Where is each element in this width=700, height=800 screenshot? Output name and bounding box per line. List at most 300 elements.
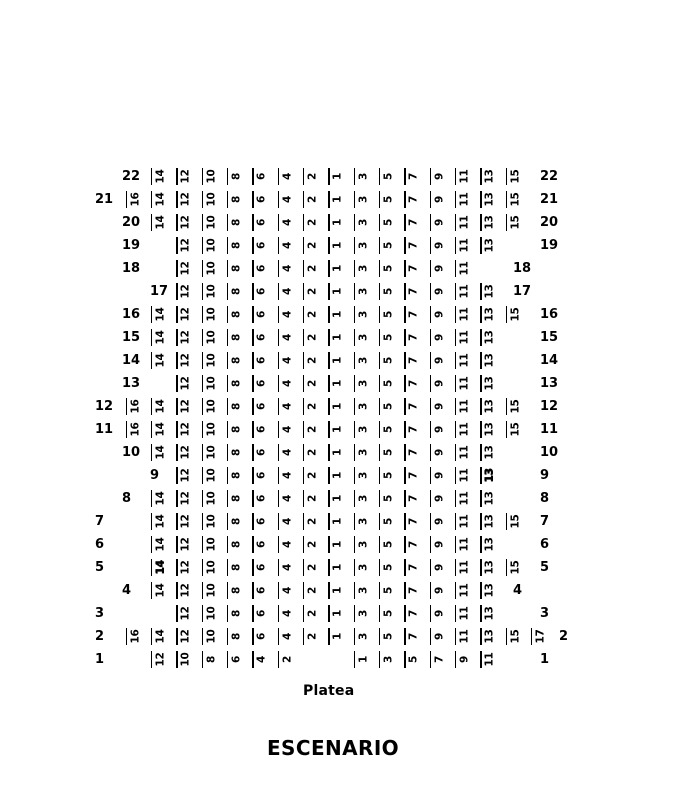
seat-r14-n11[interactable]	[455, 350, 480, 371]
seat-r22-n15[interactable]	[506, 166, 531, 187]
seat-r16-n7[interactable]	[404, 304, 429, 325]
seat-r11-n9[interactable]	[430, 419, 455, 440]
seat-r3-n3[interactable]	[354, 603, 379, 624]
seat-r19-n5[interactable]	[379, 235, 404, 256]
seat-r13-n12[interactable]	[176, 373, 201, 394]
seat-r2-n6[interactable]	[252, 626, 277, 647]
seat-r9-n13[interactable]	[480, 465, 505, 486]
seat-r16-n1[interactable]	[328, 304, 353, 325]
seat-r21-n1[interactable]	[328, 189, 353, 210]
seat-r14-n1[interactable]	[328, 350, 353, 371]
seat-r12-n15[interactable]	[506, 396, 531, 417]
seat-r22-n8[interactable]	[227, 166, 252, 187]
seat-r15-n10[interactable]	[202, 327, 227, 348]
seat-r15-n5[interactable]	[379, 327, 404, 348]
seat-r4-n7[interactable]	[404, 580, 429, 601]
seat-r12-n1[interactable]	[328, 396, 353, 417]
seat-r5-n1[interactable]	[328, 557, 353, 578]
seat-r13-n9[interactable]	[430, 373, 455, 394]
seat-r11-n4[interactable]	[278, 419, 303, 440]
seat-r10-n7[interactable]	[404, 442, 429, 463]
seat-r11-n6[interactable]	[252, 419, 277, 440]
seat-r22-n11[interactable]	[455, 166, 480, 187]
seat-r4-n13[interactable]	[480, 580, 505, 601]
seat-r17-n11[interactable]	[455, 281, 480, 302]
seat-r14-n10[interactable]	[202, 350, 227, 371]
seat-r14-n2[interactable]	[303, 350, 328, 371]
seat-r9-n7[interactable]	[404, 465, 429, 486]
seat-r5-n3[interactable]	[354, 557, 379, 578]
seat-r7-n11[interactable]	[455, 511, 480, 532]
seat-r3-n5[interactable]	[379, 603, 404, 624]
seat-r20-n14[interactable]	[151, 212, 176, 233]
seat-r15-n6[interactable]	[252, 327, 277, 348]
seat-r22-n6[interactable]	[252, 166, 277, 187]
seat-r20-n10[interactable]	[202, 212, 227, 233]
seat-r5-n8[interactable]	[227, 557, 252, 578]
seat-r14-n8[interactable]	[227, 350, 252, 371]
seat-r6-n9[interactable]	[430, 534, 455, 555]
seat-r6-n5[interactable]	[379, 534, 404, 555]
seat-r15-n2[interactable]	[303, 327, 328, 348]
seat-r12-n12[interactable]	[176, 396, 201, 417]
seat-r18-n2[interactable]	[303, 258, 328, 279]
seat-r20-n1[interactable]	[328, 212, 353, 233]
seat-r20-n7[interactable]	[404, 212, 429, 233]
seat-r15-n12[interactable]	[176, 327, 201, 348]
seat-r3-n11[interactable]	[455, 603, 480, 624]
seat-r21-n11[interactable]	[455, 189, 480, 210]
seat-r15-n1[interactable]	[328, 327, 353, 348]
seat-r10-n13[interactable]	[480, 442, 505, 463]
seat-r5-n7[interactable]	[404, 557, 429, 578]
seat-r20-n5[interactable]	[379, 212, 404, 233]
seat-r20-n6[interactable]	[252, 212, 277, 233]
seat-r14-n3[interactable]	[354, 350, 379, 371]
seat-r1-n11[interactable]	[480, 649, 505, 670]
seat-r10-n14[interactable]	[151, 442, 176, 463]
seat-r2-n3[interactable]	[354, 626, 379, 647]
seat-r17-n6[interactable]	[252, 281, 277, 302]
seat-r9-n12[interactable]	[176, 465, 201, 486]
seat-r2-n5[interactable]	[379, 626, 404, 647]
seat-r21-n13[interactable]	[480, 189, 505, 210]
seat-r19-n4[interactable]	[278, 235, 303, 256]
seat-r8-n14[interactable]	[151, 488, 176, 509]
seat-r16-n12[interactable]	[176, 304, 201, 325]
seat-r17-n8[interactable]	[227, 281, 252, 302]
seat-r5-n4[interactable]	[278, 557, 303, 578]
seat-r15-n11[interactable]	[455, 327, 480, 348]
seat-r2-n7[interactable]	[404, 626, 429, 647]
seat-r5-n13[interactable]	[480, 557, 505, 578]
seat-r4-n1[interactable]	[328, 580, 353, 601]
seat-r21-n3[interactable]	[354, 189, 379, 210]
seat-r2-n10[interactable]	[202, 626, 227, 647]
seat-r16-n8[interactable]	[227, 304, 252, 325]
seat-r11-n12[interactable]	[176, 419, 201, 440]
seat-r3-n2[interactable]	[303, 603, 328, 624]
seat-r11-n16[interactable]	[126, 419, 151, 440]
seat-r10-n1[interactable]	[328, 442, 353, 463]
seat-r22-n4[interactable]	[278, 166, 303, 187]
seat-r19-n8[interactable]	[227, 235, 252, 256]
seat-r1-n10[interactable]	[176, 649, 201, 670]
seat-r19-n1[interactable]	[328, 235, 353, 256]
seat-r16-n6[interactable]	[252, 304, 277, 325]
seat-r15-n4[interactable]	[278, 327, 303, 348]
seat-r9-n4[interactable]	[278, 465, 303, 486]
seat-r20-n12[interactable]	[176, 212, 201, 233]
seat-r5-n15[interactable]	[506, 557, 531, 578]
seat-r7-n5[interactable]	[379, 511, 404, 532]
seat-r6-n2[interactable]	[303, 534, 328, 555]
seat-r2-n4[interactable]	[278, 626, 303, 647]
seat-r14-n4[interactable]	[278, 350, 303, 371]
seat-r22-n12[interactable]	[176, 166, 201, 187]
seat-r12-n2[interactable]	[303, 396, 328, 417]
seat-r14-n5[interactable]	[379, 350, 404, 371]
seat-r17-n4[interactable]	[278, 281, 303, 302]
seat-r7-n14[interactable]	[151, 511, 176, 532]
seat-r9-n1[interactable]	[328, 465, 353, 486]
seat-r2-n1[interactable]	[328, 626, 353, 647]
seat-r1-n9[interactable]	[455, 649, 480, 670]
seat-r20-n2[interactable]	[303, 212, 328, 233]
seat-r9-n10[interactable]	[202, 465, 227, 486]
seat-r14-n12[interactable]	[176, 350, 201, 371]
seat-r1-n12[interactable]	[151, 649, 176, 670]
seat-r17-n13[interactable]	[480, 281, 505, 302]
seat-r2-n13[interactable]	[480, 626, 505, 647]
seat-r20-n11[interactable]	[455, 212, 480, 233]
seat-r7-n12[interactable]	[176, 511, 201, 532]
seat-r16-n2[interactable]	[303, 304, 328, 325]
seat-r17-n9[interactable]	[430, 281, 455, 302]
seat-r2-n12[interactable]	[176, 626, 201, 647]
seat-r16-n15[interactable]	[506, 304, 531, 325]
seat-r2-n16[interactable]	[126, 626, 151, 647]
seat-r6-n3[interactable]	[354, 534, 379, 555]
seat-r19-n2[interactable]	[303, 235, 328, 256]
seat-r18-n3[interactable]	[354, 258, 379, 279]
seat-r5-n12[interactable]	[176, 557, 201, 578]
seat-r15-n9[interactable]	[430, 327, 455, 348]
seat-r17-n7[interactable]	[404, 281, 429, 302]
seat-r10-n11[interactable]	[455, 442, 480, 463]
seat-r11-n5[interactable]	[379, 419, 404, 440]
seat-r18-n5[interactable]	[379, 258, 404, 279]
seat-r8-n12[interactable]	[176, 488, 201, 509]
seat-r2-n9[interactable]	[430, 626, 455, 647]
seat-r12-n3[interactable]	[354, 396, 379, 417]
seat-r5-n10[interactable]	[202, 557, 227, 578]
seat-r9-n8[interactable]	[227, 465, 252, 486]
seat-r10-n5[interactable]	[379, 442, 404, 463]
seat-r12-n11[interactable]	[455, 396, 480, 417]
seat-r13-n1[interactable]	[328, 373, 353, 394]
seat-r4-n2[interactable]	[303, 580, 328, 601]
seat-r4-n3[interactable]	[354, 580, 379, 601]
seat-r10-n6[interactable]	[252, 442, 277, 463]
seat-r20-n13[interactable]	[480, 212, 505, 233]
seat-r1-n4[interactable]	[252, 649, 277, 670]
seat-r1-n6[interactable]	[227, 649, 252, 670]
seat-r21-n12[interactable]	[176, 189, 201, 210]
seat-r13-n2[interactable]	[303, 373, 328, 394]
seat-r5-n14[interactable]	[151, 557, 176, 578]
seat-r21-n5[interactable]	[379, 189, 404, 210]
seat-r7-n8[interactable]	[227, 511, 252, 532]
seat-r9-n11[interactable]	[455, 465, 480, 486]
seat-r16-n4[interactable]	[278, 304, 303, 325]
seat-r22-n9[interactable]	[430, 166, 455, 187]
seat-r8-n5[interactable]	[379, 488, 404, 509]
seat-r4-n4[interactable]	[278, 580, 303, 601]
seat-r11-n11[interactable]	[455, 419, 480, 440]
seat-r18-n7[interactable]	[404, 258, 429, 279]
seat-r5-n11[interactable]	[455, 557, 480, 578]
seat-r11-n3[interactable]	[354, 419, 379, 440]
seat-r12-n5[interactable]	[379, 396, 404, 417]
seat-r13-n8[interactable]	[227, 373, 252, 394]
seat-r8-n7[interactable]	[404, 488, 429, 509]
seat-r7-n10[interactable]	[202, 511, 227, 532]
seat-r21-n2[interactable]	[303, 189, 328, 210]
seat-r19-n10[interactable]	[202, 235, 227, 256]
seat-r8-n8[interactable]	[227, 488, 252, 509]
seat-r16-n3[interactable]	[354, 304, 379, 325]
seat-r11-n2[interactable]	[303, 419, 328, 440]
seat-r17-n12[interactable]	[176, 281, 201, 302]
seat-r11-n1[interactable]	[328, 419, 353, 440]
seat-r10-n9[interactable]	[430, 442, 455, 463]
seat-r13-n7[interactable]	[404, 373, 429, 394]
seat-r3-n9[interactable]	[430, 603, 455, 624]
seat-r14-n14[interactable]	[151, 350, 176, 371]
seat-r19-n11[interactable]	[455, 235, 480, 256]
seat-r13-n13[interactable]	[480, 373, 505, 394]
seat-r20-n3[interactable]	[354, 212, 379, 233]
seat-r22-n10[interactable]	[202, 166, 227, 187]
seat-r14-n9[interactable]	[430, 350, 455, 371]
seat-r3-n7[interactable]	[404, 603, 429, 624]
seat-r13-n11[interactable]	[455, 373, 480, 394]
seat-r10-n4[interactable]	[278, 442, 303, 463]
seat-r6-n12[interactable]	[176, 534, 201, 555]
seat-r7-n1[interactable]	[328, 511, 353, 532]
seat-r2-n15[interactable]	[506, 626, 531, 647]
seat-r9-n2[interactable]	[303, 465, 328, 486]
seat-r13-n10[interactable]	[202, 373, 227, 394]
seat-r16-n10[interactable]	[202, 304, 227, 325]
seat-r17-n3[interactable]	[354, 281, 379, 302]
seat-r6-n6[interactable]	[252, 534, 277, 555]
seat-r21-n15[interactable]	[506, 189, 531, 210]
seat-r5-n5[interactable]	[379, 557, 404, 578]
seat-r12-n9[interactable]	[430, 396, 455, 417]
seat-r7-n6[interactable]	[252, 511, 277, 532]
seat-r11-n13[interactable]	[480, 419, 505, 440]
seat-r12-n10[interactable]	[202, 396, 227, 417]
seat-r5-n9[interactable]	[430, 557, 455, 578]
seat-r22-n2[interactable]	[303, 166, 328, 187]
seat-r2-n2[interactable]	[303, 626, 328, 647]
seat-r16-n11[interactable]	[455, 304, 480, 325]
seat-r2-n8[interactable]	[227, 626, 252, 647]
seat-r12-n13[interactable]	[480, 396, 505, 417]
seat-r7-n4[interactable]	[278, 511, 303, 532]
seat-r21-n14[interactable]	[151, 189, 176, 210]
seat-r13-n4[interactable]	[278, 373, 303, 394]
seat-r11-n10[interactable]	[202, 419, 227, 440]
seat-r12-n7[interactable]	[404, 396, 429, 417]
seat-r11-n15[interactable]	[506, 419, 531, 440]
seat-r15-n7[interactable]	[404, 327, 429, 348]
seat-r4-n9[interactable]	[430, 580, 455, 601]
seat-r5-n6[interactable]	[252, 557, 277, 578]
seat-r14-n6[interactable]	[252, 350, 277, 371]
seat-r11-n7[interactable]	[404, 419, 429, 440]
seat-r17-n2[interactable]	[303, 281, 328, 302]
seat-r20-n15[interactable]	[506, 212, 531, 233]
seat-r8-n13[interactable]	[480, 488, 505, 509]
seat-r4-n12[interactable]	[176, 580, 201, 601]
seat-r17-n5[interactable]	[379, 281, 404, 302]
seat-r9-n3[interactable]	[354, 465, 379, 486]
seat-r4-n8[interactable]	[227, 580, 252, 601]
seat-r1-n7[interactable]	[430, 649, 455, 670]
seat-r20-n4[interactable]	[278, 212, 303, 233]
seat-r8-n2[interactable]	[303, 488, 328, 509]
seat-r22-n14[interactable]	[151, 166, 176, 187]
seat-r12-n16[interactable]	[126, 396, 151, 417]
seat-r6-n11[interactable]	[455, 534, 480, 555]
seat-r1-n3[interactable]	[379, 649, 404, 670]
seat-r6-n13[interactable]	[480, 534, 505, 555]
seat-r4-n10[interactable]	[202, 580, 227, 601]
seat-r16-n14[interactable]	[151, 304, 176, 325]
seat-r16-n13[interactable]	[480, 304, 505, 325]
seat-r15-n8[interactable]	[227, 327, 252, 348]
seat-r18-n11[interactable]	[455, 258, 480, 279]
seat-r4-n11[interactable]	[455, 580, 480, 601]
seat-r9-n6[interactable]	[252, 465, 277, 486]
seat-r2-n14[interactable]	[151, 626, 176, 647]
seat-r10-n3[interactable]	[354, 442, 379, 463]
seat-r9-n5[interactable]	[379, 465, 404, 486]
seat-r20-n9[interactable]	[430, 212, 455, 233]
seat-r18-n8[interactable]	[227, 258, 252, 279]
seat-r13-n5[interactable]	[379, 373, 404, 394]
seat-r18-n9[interactable]	[430, 258, 455, 279]
seat-r3-n6[interactable]	[252, 603, 277, 624]
seat-r17-n10[interactable]	[202, 281, 227, 302]
seat-r9-n9[interactable]	[430, 465, 455, 486]
seat-r21-n9[interactable]	[430, 189, 455, 210]
seat-r15-n14[interactable]	[151, 327, 176, 348]
seat-r21-n10[interactable]	[202, 189, 227, 210]
seat-r4-n5[interactable]	[379, 580, 404, 601]
seat-r21-n8[interactable]	[227, 189, 252, 210]
seat-r5-n2[interactable]	[303, 557, 328, 578]
seat-r15-n13[interactable]	[480, 327, 505, 348]
seat-r10-n12[interactable]	[176, 442, 201, 463]
seat-r22-n13[interactable]	[480, 166, 505, 187]
seat-r7-n2[interactable]	[303, 511, 328, 532]
seat-r10-n8[interactable]	[227, 442, 252, 463]
seat-r16-n5[interactable]	[379, 304, 404, 325]
seat-r22-n7[interactable]	[404, 166, 429, 187]
seat-r22-n3[interactable]	[354, 166, 379, 187]
seat-r19-n12[interactable]	[176, 235, 201, 256]
seat-r1-n2[interactable]	[278, 649, 303, 670]
seat-r8-n4[interactable]	[278, 488, 303, 509]
seat-r18-n1[interactable]	[328, 258, 353, 279]
seat-r12-n14[interactable]	[151, 396, 176, 417]
seat-r4-n6[interactable]	[252, 580, 277, 601]
seat-r12-n4[interactable]	[278, 396, 303, 417]
seat-r17-n1[interactable]	[328, 281, 353, 302]
seat-r6-n14[interactable]	[151, 534, 176, 555]
seat-r12-n6[interactable]	[252, 396, 277, 417]
seat-r22-n5[interactable]	[379, 166, 404, 187]
seat-r21-n16[interactable]	[126, 189, 151, 210]
seat-r7-n9[interactable]	[430, 511, 455, 532]
seat-r21-n4[interactable]	[278, 189, 303, 210]
seat-r3-n4[interactable]	[278, 603, 303, 624]
seat-r19-n3[interactable]	[354, 235, 379, 256]
seat-r10-n10[interactable]	[202, 442, 227, 463]
seat-r8-n10[interactable]	[202, 488, 227, 509]
seat-r3-n12[interactable]	[176, 603, 201, 624]
seat-r6-n8[interactable]	[227, 534, 252, 555]
seat-r14-n7[interactable]	[404, 350, 429, 371]
seat-r6-n10[interactable]	[202, 534, 227, 555]
seat-r19-n6[interactable]	[252, 235, 277, 256]
seat-r2-n11[interactable]	[455, 626, 480, 647]
seat-r21-n7[interactable]	[404, 189, 429, 210]
seat-r13-n6[interactable]	[252, 373, 277, 394]
seat-r8-n6[interactable]	[252, 488, 277, 509]
seat-r3-n8[interactable]	[227, 603, 252, 624]
seat-r1-n8[interactable]	[202, 649, 227, 670]
seat-r19-n9[interactable]	[430, 235, 455, 256]
seat-r22-n1[interactable]	[328, 166, 353, 187]
seat-r8-n1[interactable]	[328, 488, 353, 509]
seat-r3-n1[interactable]	[328, 603, 353, 624]
seat-r7-n15[interactable]	[506, 511, 531, 532]
seat-r6-n4[interactable]	[278, 534, 303, 555]
seat-r4-n14[interactable]	[151, 580, 176, 601]
seat-r19-n7[interactable]	[404, 235, 429, 256]
seat-r6-n7[interactable]	[404, 534, 429, 555]
seat-r20-n8[interactable]	[227, 212, 252, 233]
seat-r14-n13[interactable]	[480, 350, 505, 371]
seat-r1-n1[interactable]	[354, 649, 379, 670]
seat-r10-n2[interactable]	[303, 442, 328, 463]
seat-r3-n13[interactable]	[480, 603, 505, 624]
seat-r8-n9[interactable]	[430, 488, 455, 509]
seat-r16-n9[interactable]	[430, 304, 455, 325]
seat-r1-n5[interactable]	[404, 649, 429, 670]
seat-r15-n3[interactable]	[354, 327, 379, 348]
seat-r7-n7[interactable]	[404, 511, 429, 532]
seat-r19-n13[interactable]	[480, 235, 505, 256]
seat-r11-n8[interactable]	[227, 419, 252, 440]
seat-r8-n11[interactable]	[455, 488, 480, 509]
seat-r7-n13[interactable]	[480, 511, 505, 532]
